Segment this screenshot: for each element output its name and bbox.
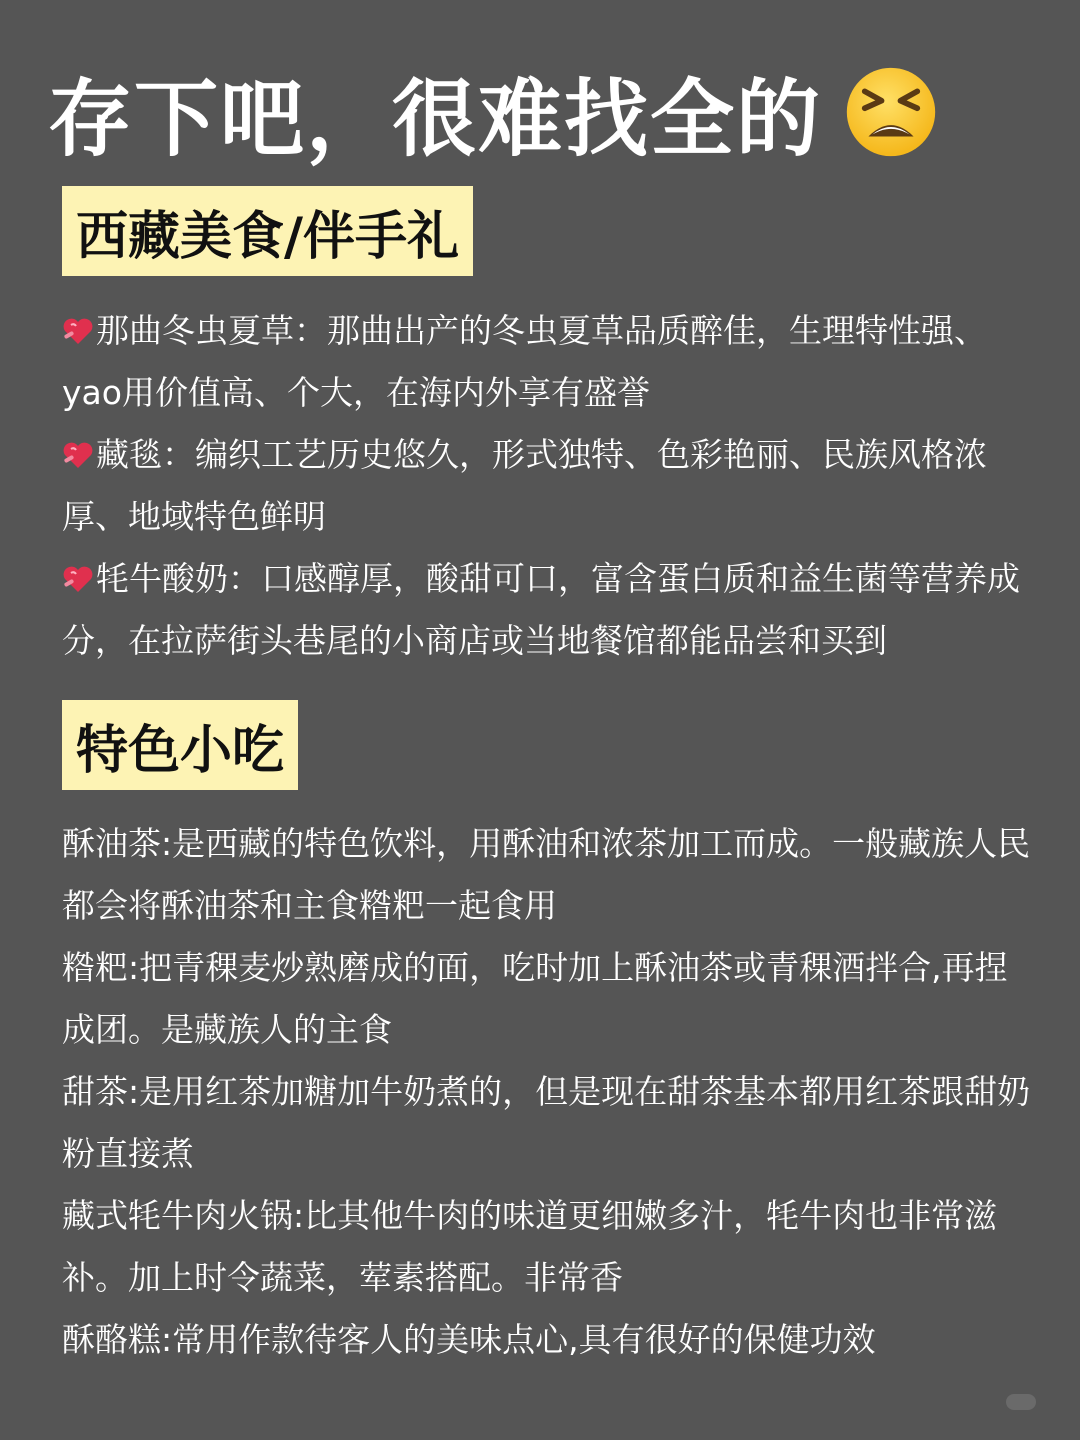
- item-separator: :: [161, 824, 173, 863]
- item-desc: 编织工艺历史悠久，形式独特、色彩艳丽、民族风格浓厚、地域特色鲜明: [62, 435, 987, 536]
- heart-gift-icon: [62, 564, 94, 594]
- item-separator: ：: [294, 311, 327, 350]
- item-desc: 那曲出产的冬虫夏草品质醉佳，生理特性强、yao用价值高、个大，在海内外享有盛誉: [62, 311, 987, 412]
- item-name: 藏毯: [96, 435, 162, 474]
- list-item: [62, 1061, 1037, 1185]
- watermark-logo: [1006, 1394, 1036, 1410]
- item-name: 那曲冬虫夏草: [96, 311, 294, 350]
- item-desc: 是用红茶加糖加牛奶煮的，但是现在甜茶基本都用红茶跟甜奶粉直接煮: [62, 1072, 1031, 1173]
- item-desc: 口感醇厚，酸甜可口，富含蛋白质和益生菌等营养成分，在拉萨街头巷尾的小商店或当地餐馆都能品尝和买到: [62, 559, 1020, 660]
- item-separator: ：: [228, 559, 261, 598]
- snack-list: [62, 813, 1037, 1371]
- item-separator: ：: [162, 435, 195, 474]
- item-desc: 常用作款待客人的美味点心,具有很好的保健功效: [172, 1320, 876, 1359]
- item-separator: :: [293, 1196, 305, 1235]
- list-item: [62, 813, 1037, 937]
- heart-gift-icon: [62, 316, 94, 346]
- item-name: 糌粑: [62, 948, 128, 987]
- item-desc: 把青稞麦炒熟磨成的面，吃时加上酥油茶或青稞酒拌合,再捏成团。是藏族人的主食: [62, 948, 1008, 1049]
- section-heading-souvenirs: 西藏美食/伴手礼: [62, 186, 473, 276]
- item-name: 藏式牦牛肉火锅: [62, 1196, 293, 1235]
- item-separator: :: [128, 948, 140, 987]
- list-item: [62, 1185, 1037, 1309]
- section-heading-snacks: 特色小吃: [62, 700, 298, 790]
- page-title: [48, 52, 938, 172]
- tired-face-emoji-icon: [844, 65, 938, 159]
- list-item: [62, 548, 1037, 672]
- list-item: [62, 1309, 1037, 1371]
- list-item: [62, 424, 1037, 548]
- item-separator: :: [161, 1320, 173, 1359]
- item-name: 甜茶: [62, 1072, 128, 1111]
- list-item: [62, 937, 1037, 1061]
- item-desc: 是西藏的特色饮料，用酥油和浓茶加工而成。一般藏族人民都会将酥油茶和主食糌粑一起食用: [62, 824, 1031, 925]
- souvenir-list: [62, 300, 1037, 672]
- item-name: 酥油茶: [62, 824, 161, 863]
- heart-gift-icon: [62, 440, 94, 470]
- item-separator: :: [128, 1072, 140, 1111]
- list-item: [62, 300, 1037, 424]
- item-name: 酥酪糕: [62, 1320, 161, 1359]
- item-name: 牦牛酸奶: [96, 559, 228, 598]
- item-desc: 比其他牛肉的味道更细嫩多汁，牦牛肉也非常滋补。加上时令蔬菜，荤素搭配。非常香: [62, 1196, 998, 1297]
- page-title-text: 存下吧，很难找全的: [48, 69, 823, 168]
